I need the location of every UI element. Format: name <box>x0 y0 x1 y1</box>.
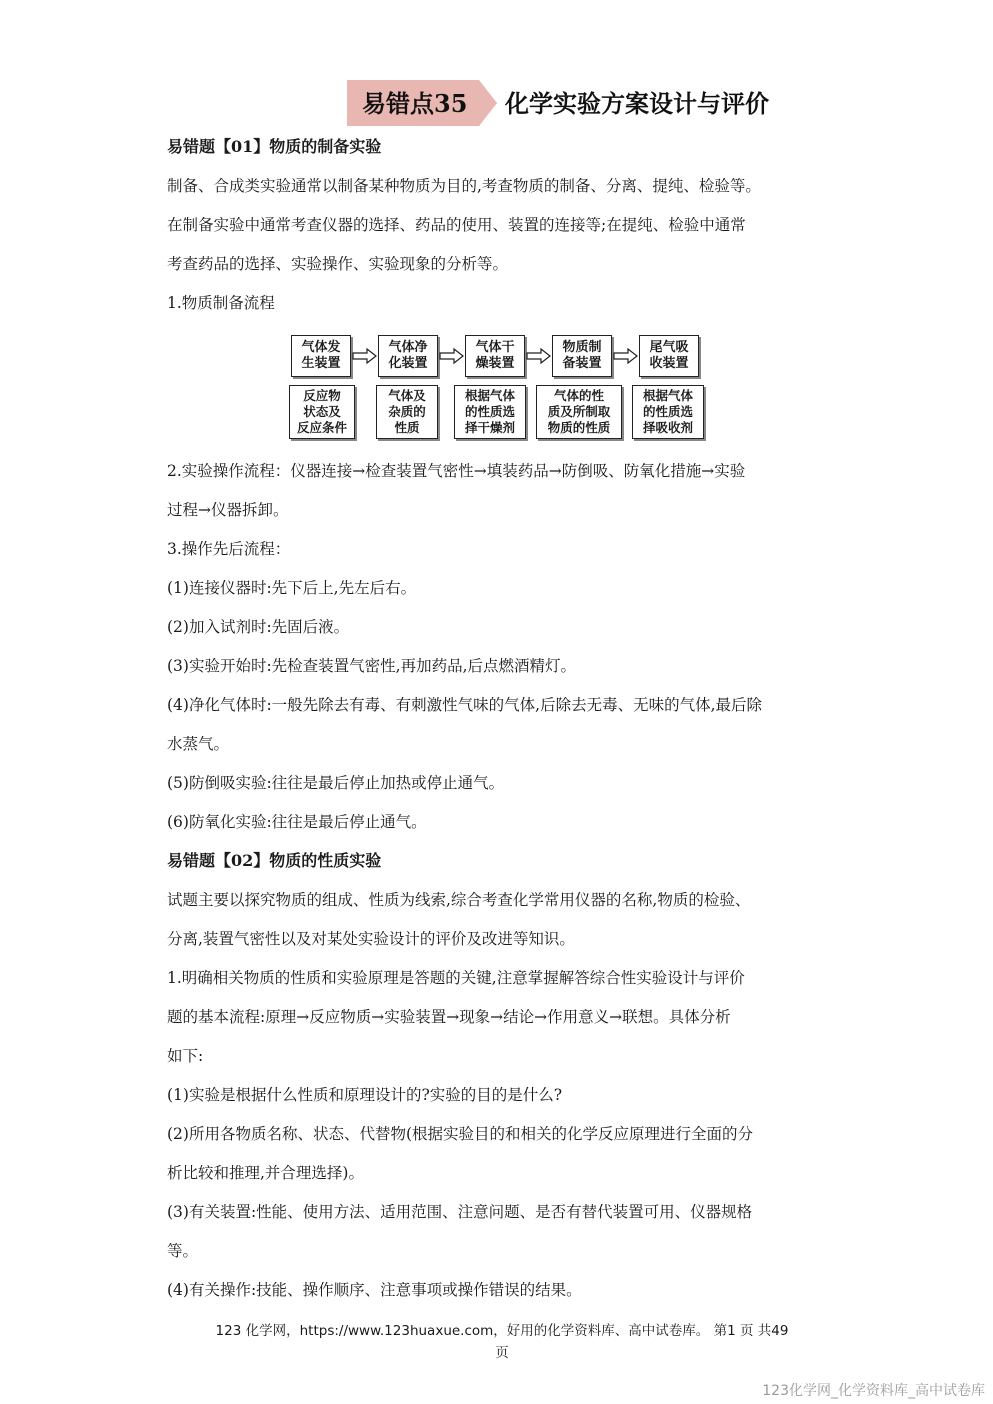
flow-arrow-icon <box>612 347 639 365</box>
section1-line: (5)防倒吸实验:往往是最后停止加热或停止通气。 <box>167 774 505 792</box>
section1-line: (1)连接仪器时:先下后上,先左后右。 <box>167 579 417 597</box>
section2-line: (4)有关操作:技能、操作顺序、注意事项或操作错误的结果。 <box>167 1281 582 1299</box>
footer-line: 123 化学网，https://www.123huaxue.com，好用的化学资料库、高中试卷库。 第1 页 共49 <box>215 1323 789 1339</box>
page-title: 化学实验方案设计与评价 <box>505 89 769 118</box>
flow-title: 1.物质制备流程 <box>167 294 275 312</box>
section2-line: 题的基本流程:原理→反应物质→实验装置→现象→结论→作用意义→联想。具体分析 <box>167 1008 731 1026</box>
flow-note-box: 气体的性 质及所制取 物质的性质 <box>536 385 622 439</box>
section1-intro-line: 制备、合成类实验通常以制备某种物质为目的,考查物质的制备、分离、提纯、检验等。 <box>167 177 761 195</box>
section2-line: 分离,装置气密性以及对某处实验设计的评价及改进等知识。 <box>167 930 575 948</box>
section2-line: (2)所用各物质名称、状态、代替物(根据实验目的和相关的化学反应原理进行全面的分 <box>167 1125 754 1143</box>
flow-step-box: 气体净 化装置 <box>378 335 438 377</box>
flow-step-box: 尾气吸 收装置 <box>639 335 699 377</box>
section1-line: 3.操作先后流程： <box>167 540 291 558</box>
section1-line: (4)净化气体时:一般先除去有毒、有刺激性气味的气体,后除去无毒、无味的气体,最后除 <box>167 696 763 714</box>
section1-line: 2.实验操作流程：仪器连接→检查装置气密性→填装药品→防倒吸、防氧化措施→实验 <box>167 462 746 480</box>
section2-heading: 易错题【02】物质的性质实验 <box>167 851 382 870</box>
preparation-flowchart <box>288 330 708 442</box>
section1-line: 过程→仪器拆卸。 <box>167 501 289 519</box>
flow-note-box: 根据气体 的性质选 择吸收剂 <box>632 385 704 439</box>
flow-arrow-icon <box>525 347 552 365</box>
flow-step-box: 气体干 燥装置 <box>465 335 525 377</box>
section1-line: (3)实验开始时:先检查装置气密性,再加药品,后点燃酒精灯。 <box>167 657 577 675</box>
site-watermark: 123化学网_化学资料库_高中试卷库 <box>762 1383 985 1399</box>
section2-line: (3)有关装置:性能、使用方法、适用范围、注意问题、是否有替代装置可用、仪器规格 <box>167 1203 753 1221</box>
section2-line: 析比较和推理,并合理选择)。 <box>167 1164 364 1182</box>
section1-line: 水蒸气。 <box>167 735 230 753</box>
footer-line: 页 <box>495 1345 509 1361</box>
section2-line: (1)实验是根据什么性质和原理设计的?实验的目的是什么? <box>167 1086 563 1104</box>
flow-note-box: 反应物 状态及 反应条件 <box>289 385 355 439</box>
section1-line: (2)加入试剂时:先固后液。 <box>167 618 350 636</box>
flow-arrow-icon <box>438 347 465 365</box>
flow-step-box: 气体发 生装置 <box>291 335 351 377</box>
section2-line: 1.明确相关物质的性质和实验原理是答题的关键,注意掌握解答综合性实验设计与评价 <box>167 969 745 987</box>
flow-note-box: 根据气体 的性质选 择干燥剂 <box>454 385 526 439</box>
section1-intro-line: 考查药品的选择、实验操作、实验现象的分析等。 <box>167 255 509 273</box>
section2-line: 等。 <box>167 1242 199 1260</box>
section1-intro-line: 在制备实验中通常考查仪器的选择、药品的使用、装置的连接等;在提纯、检验中通常 <box>167 216 746 234</box>
page-footer <box>172 1320 832 1364</box>
flow-note-box: 气体及 杂质的 性质 <box>376 385 438 439</box>
flow-step-box: 物质制 备装置 <box>552 335 612 377</box>
section1-line: (6)防氧化实验:往往是最后停止通气。 <box>167 813 427 831</box>
section2-line: 试题主要以探究物质的组成、性质为线索,综合考查化学常用仪器的名称,物质的检验、 <box>167 891 751 909</box>
flow-arrow-icon <box>351 347 378 365</box>
section2-line: 如下: <box>167 1047 204 1065</box>
title-tag: 易错点35 <box>362 89 468 118</box>
section1-heading: 易错题【01】物质的制备实验 <box>167 137 382 156</box>
